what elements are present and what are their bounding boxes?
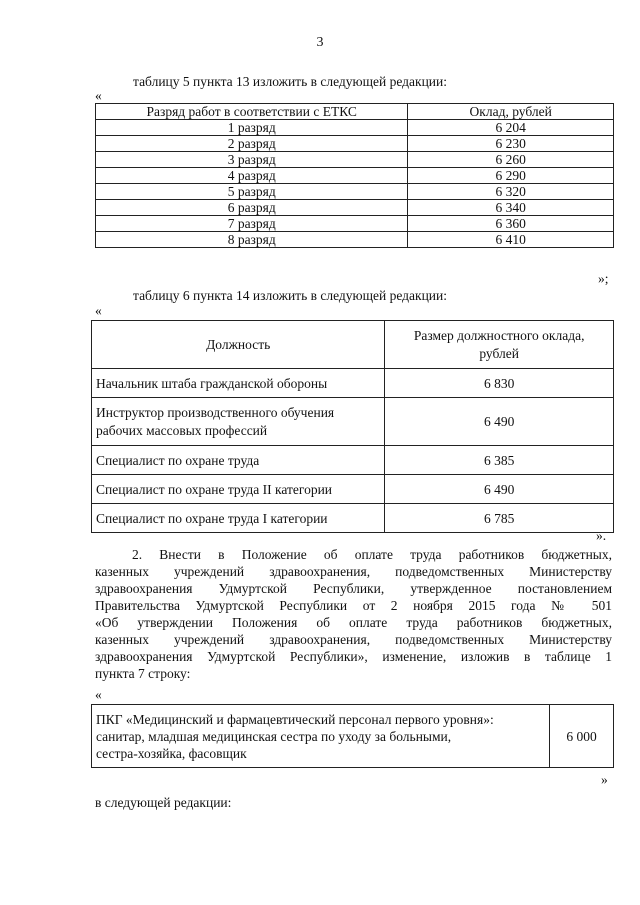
position-cell: Начальник штаба гражданской обороны xyxy=(92,369,385,398)
paragraph-line: казенных учреждений здравоохранения, подведомственных Министерству xyxy=(95,632,612,647)
salary-cell: 6 410 xyxy=(408,232,614,248)
paragraph-line: Правительства Удмуртской Республики от 2 ноября 2015 года № 501 xyxy=(95,598,612,613)
salary-cell: 6 260 xyxy=(408,152,614,168)
salary-cell: 6 320 xyxy=(408,184,614,200)
table-row xyxy=(92,504,614,533)
table-row xyxy=(96,168,614,184)
salary-cell: 6 204 xyxy=(408,120,614,136)
salary-cell: 6 385 xyxy=(385,446,614,475)
position-cell: Инструктор производственного обучения рабочих массовых профессий xyxy=(92,398,385,446)
table6-open-quote: « xyxy=(95,303,102,318)
page-number: 3 xyxy=(316,35,324,50)
table-row xyxy=(96,232,614,248)
grade-cell: 8 разряд xyxy=(96,232,408,248)
table-row xyxy=(96,152,614,168)
table-row xyxy=(96,216,614,232)
table5 xyxy=(95,103,614,248)
table5-header-salary: Оклад, рублей xyxy=(408,104,614,120)
position-cell: Специалист по охране труда xyxy=(92,446,385,475)
grade-cell: 4 разряд xyxy=(96,168,408,184)
paragraph-2 xyxy=(95,546,612,682)
paragraph-line: «Об утверждении Положения об оплате труда работников бюджетных, xyxy=(95,615,612,630)
paragraph-line: пункта 7 строку: xyxy=(95,666,191,681)
grade-cell: 5 разряд xyxy=(96,184,408,200)
table-row xyxy=(96,184,614,200)
grade-cell: 2 разряд xyxy=(96,136,408,152)
paragraph-line: здравоохранения Удмуртской Республики», изменение, изложив в таблице 1 xyxy=(95,649,612,664)
table-row xyxy=(92,705,614,768)
table6-close-quote: ». xyxy=(596,528,607,543)
salary-cell: 6 340 xyxy=(408,200,614,216)
value-cell: 6 000 xyxy=(550,705,614,768)
table-row xyxy=(96,120,614,136)
table1-close-quote: » xyxy=(601,772,608,787)
table5-open-quote: « xyxy=(95,88,102,103)
category-line: ПКГ «Медицинский и фармацевтический персонал первого уровня»: xyxy=(96,711,494,727)
table1-row xyxy=(91,704,614,768)
table-row xyxy=(96,136,614,152)
category-line: санитар, младшая медицинская сестра по уходу за больными, xyxy=(96,728,452,744)
table-row xyxy=(92,398,614,446)
position-cell: Специалист по охране труда II категории xyxy=(92,475,385,504)
category-line: сестра-хозяйка, фасовщик xyxy=(96,745,247,761)
grade-cell: 7 разряд xyxy=(96,216,408,232)
table5-intro: таблицу 5 пункта 13 изложить в следующей редакции: xyxy=(133,74,447,89)
table6-header-position: Должность xyxy=(92,321,385,369)
salary-cell: 6 830 xyxy=(385,369,614,398)
paragraph-line: здравоохранения Удмуртской Республики, утвержденное постановлением xyxy=(95,581,612,596)
table6-header-salary: Размер должностного оклада, рублей xyxy=(385,321,614,369)
table6-intro: таблицу 6 пункта 14 изложить в следующей редакции: xyxy=(133,288,447,303)
salary-cell: 6 230 xyxy=(408,136,614,152)
salary-cell: 6 290 xyxy=(408,168,614,184)
table5-header-row xyxy=(96,104,614,120)
table6-header-row xyxy=(92,321,614,369)
table-row xyxy=(92,446,614,475)
grade-cell: 3 разряд xyxy=(96,152,408,168)
table-row xyxy=(92,369,614,398)
table5-close-quote: »; xyxy=(598,271,609,286)
grade-cell: 1 разряд xyxy=(96,120,408,136)
table5-header-grade: Разряд работ в соответствии с ЕТКС xyxy=(96,104,408,120)
table1-open-quote: « xyxy=(95,687,102,702)
salary-cell: 6 490 xyxy=(385,398,614,446)
salary-cell: 6 360 xyxy=(408,216,614,232)
table-row xyxy=(96,200,614,216)
paragraph-line: 2. Внести в Положение об оплате труда работников бюджетных, xyxy=(132,547,612,562)
position-cell: Специалист по охране труда I категории xyxy=(92,504,385,533)
category-cell xyxy=(92,705,550,768)
salary-cell: 6 490 xyxy=(385,475,614,504)
grade-cell: 6 разряд xyxy=(96,200,408,216)
paragraph-line: казенных учреждений здравоохранения, подведомственных Министерству xyxy=(95,564,612,579)
closing-text: в следующей редакции: xyxy=(95,795,232,810)
table-row xyxy=(92,475,614,504)
table6 xyxy=(91,320,614,533)
salary-cell: 6 785 xyxy=(385,504,614,533)
